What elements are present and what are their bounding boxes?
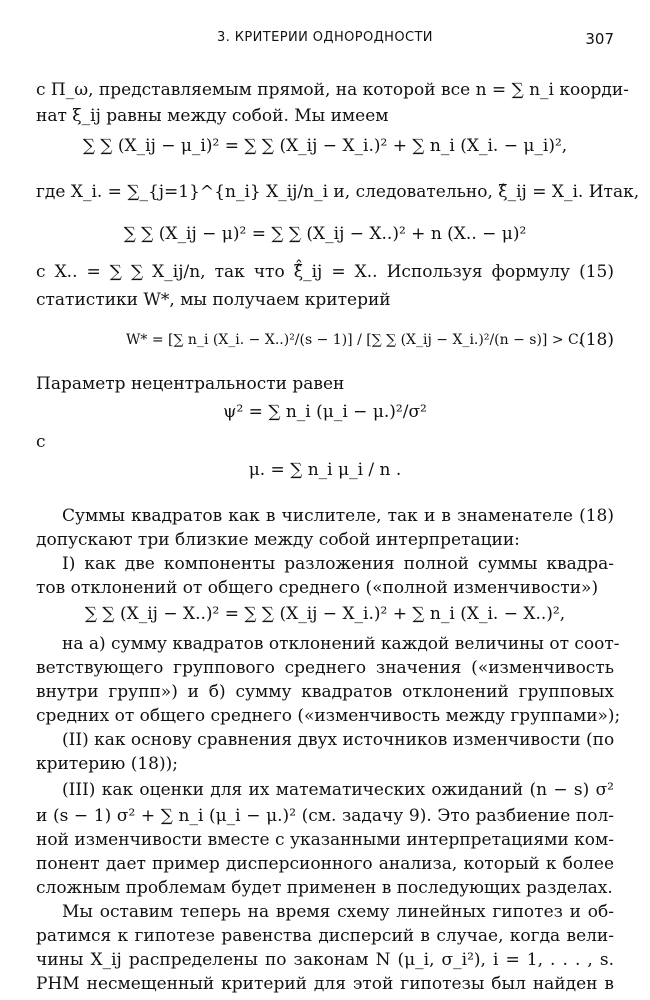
equation-18-row	[36, 328, 614, 354]
text-line: (III) как оценки для их математических ожиданий (n − s) σ²	[62, 780, 614, 800]
equation: ∑ ∑ (X_ij − X..)² = ∑ ∑ (X_ij − X_i.)² + ∑ n_i (X_i. − X..)²,	[84, 604, 566, 624]
equation: μ. = ∑ n_i μ_i / n .	[248, 460, 402, 480]
text-line: с	[36, 432, 46, 452]
text-line: с Π_ω, представляемым прямой, на которой все n = ∑ n_i коорди-	[36, 80, 629, 100]
text-line: статистики W*, мы получаем критерий	[36, 290, 391, 310]
text-line: чины X_ij распределены по законам N (μ_i, σ_i²), i = 1, . . . , s.	[36, 950, 614, 970]
text-line: Суммы квадратов как в числителе, так и в знаменателе (18)	[62, 506, 614, 526]
text-line: I) как две компоненты разложения полной суммы квадра-	[62, 554, 614, 574]
text-line: ной изменчивости вместе с указанными интерпретациями ком-	[36, 830, 614, 850]
text-line: ветствующего группового среднего значения («изменчивость	[36, 658, 614, 678]
text-line: с X.. = ∑ ∑ X_ij/n, так что ξ̂̂_ij = X.. Используя формулу (15)	[36, 262, 614, 282]
text-line: на а) сумму квадратов отклонений каждой величины от соот-	[62, 634, 620, 654]
text-line: Параметр нецентральности равен	[36, 374, 345, 394]
equation: ∑ ∑ (X_ij − μ_i)² = ∑ ∑ (X_ij − X_i.)² + ∑ n_i (X_i. − μ_i)²,	[82, 136, 568, 156]
text-line: сложным проблемам будет применен в последующих разделах.	[36, 878, 613, 898]
text-line: критерию (18));	[36, 754, 178, 774]
text-line: внутри групп») и б) сумму квадратов отклонений групповых	[36, 682, 614, 702]
equation: ∑ ∑ (X_ij − μ)² = ∑ ∑ (X_ij − X..)² + n (X.. − μ)²	[123, 224, 527, 244]
text-line: где X_i. = ∑_{j=1}^{n_i} X_ij/n_i и, следовательно, ξ̂_ij = X_i. Итак,	[36, 182, 640, 202]
text-line: нат ξ_ij равны между собой. Мы имеем	[36, 106, 389, 126]
text-line: допускают три близкие между собой интерпретации:	[36, 530, 520, 550]
text-line: средних от общего среднего («изменчивость между группами»);	[36, 706, 621, 726]
equation-number: (18)	[579, 330, 614, 350]
page-number: 307	[585, 30, 614, 48]
text-line: Мы оставим теперь на время схему линейных гипотез и об-	[62, 902, 614, 922]
running-header	[36, 30, 614, 52]
text-line: понент дает пример дисперсионного анализа, который к более	[36, 854, 614, 874]
text-line: (II) как основу сравнения двух источников изменчивости (по	[62, 730, 615, 750]
text-line: РНМ несмещенный критерий для этой гипотезы был найден в	[36, 974, 614, 994]
text-line: ратимся к гипотезе равенства дисперсий в случае, когда вели-	[36, 926, 614, 946]
text-line: тов отклонений от общего среднего («полной изменчивости»)	[36, 578, 599, 598]
running-title: 3. КРИТЕРИИ ОДНОРОДНОСТИ	[217, 30, 433, 45]
equation: ψ² = ∑ n_i (μ_i − μ.)²/σ²	[223, 402, 427, 422]
text-line: и (s − 1) σ² + ∑ n_i (μ_i − μ.)² (см. задачу 9). Это разбиение пол-	[36, 806, 614, 826]
equation-18: W* = [∑ n_i (X_i. − X..)²/(s − 1)] / [∑ ∑ (X_ij − X_i.)²/(n − s)] > C.	[126, 332, 583, 348]
